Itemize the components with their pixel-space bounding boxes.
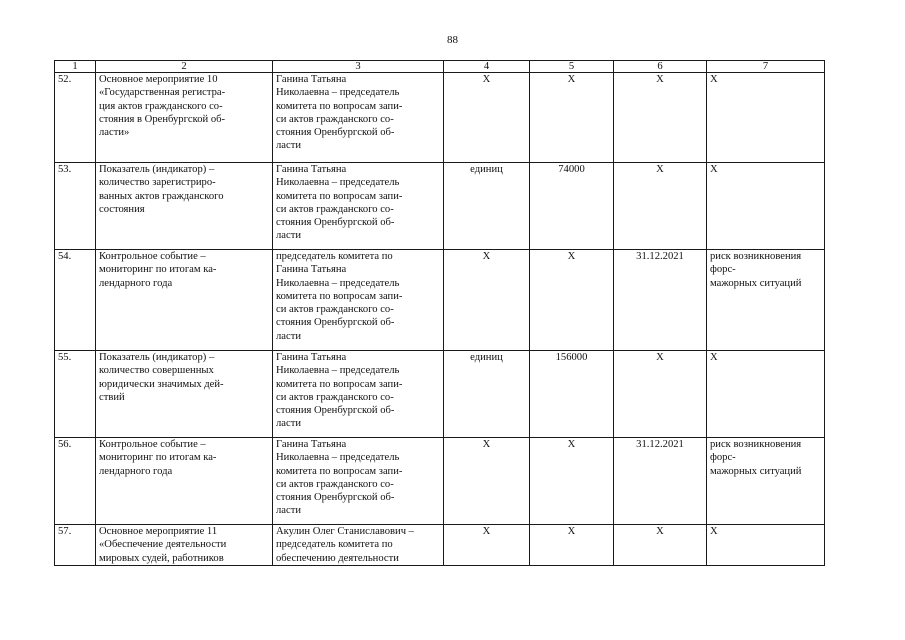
responsible-person: Ганина Татьяна Николаевна – председатель комитета по вопросам запи- си актов гражданского со- стояния Оренбургской об- ласти <box>273 438 444 525</box>
risk-description: Х <box>707 163 825 250</box>
table-row <box>55 163 825 250</box>
responsible-person: председатель комитета по Ганина Татьяна Николаевна – председатель комитета по вопросам запи- си актов гражданского со- стояния Оренбургской об- ласти <box>273 250 444 351</box>
column-header: 3 <box>273 61 444 73</box>
row-number: 53. <box>55 163 96 250</box>
row-number: 57. <box>55 525 96 566</box>
column-header: 2 <box>96 61 273 73</box>
target-value: Х <box>530 438 614 525</box>
row-number: 55. <box>55 351 96 438</box>
responsible-person: Ганина Татьяна Николаевна – председатель комитета по вопросам запи- си актов гражданского со- стояния Оренбургской об- ласти <box>273 73 444 163</box>
due-date: 31.12.2021 <box>614 438 707 525</box>
event-name: Контрольное событие – мониторинг по итогам ка- лендарного года <box>96 250 273 351</box>
due-date: Х <box>614 351 707 438</box>
data-table <box>54 60 825 566</box>
risk-description: риск возникновения форс- мажорных ситуаций <box>707 250 825 351</box>
table-header-row <box>55 61 825 73</box>
risk-description: риск возникновения форс- мажорных ситуаций <box>707 438 825 525</box>
event-name: Основное мероприятие 10 «Государственная регистра- ция актов гражданского со- стояния в Оренбургской об- ласти» <box>96 73 273 163</box>
table-row <box>55 351 825 438</box>
table-row <box>55 250 825 351</box>
event-name: Контрольное событие – мониторинг по итогам ка- лендарного года <box>96 438 273 525</box>
column-header: 1 <box>55 61 96 73</box>
responsible-person: Акулин Олег Станиславович – председатель комитета по обеспечению деятельности <box>273 525 444 566</box>
unit-of-measure: Х <box>444 525 530 566</box>
responsible-person: Ганина Татьяна Николаевна – председатель комитета по вопросам запи- си актов гражданского со- стояния Оренбургской об- ласти <box>273 351 444 438</box>
event-name: Основное мероприятие 11 «Обеспечение деятельности мировых судей, работников <box>96 525 273 566</box>
event-name: Показатель (индикатор) – количество зарегистриро- ванных актов гражданского состояния <box>96 163 273 250</box>
risk-description: Х <box>707 73 825 163</box>
table-row <box>55 525 825 566</box>
unit-of-measure: Х <box>444 250 530 351</box>
event-name: Показатель (индикатор) – количество совершенных юридически значимых дей- ствий <box>96 351 273 438</box>
target-value: 74000 <box>530 163 614 250</box>
risk-description: Х <box>707 351 825 438</box>
column-header: 7 <box>707 61 825 73</box>
column-header: 6 <box>614 61 707 73</box>
due-date: 31.12.2021 <box>614 250 707 351</box>
due-date: Х <box>614 163 707 250</box>
target-value: 156000 <box>530 351 614 438</box>
due-date: Х <box>614 73 707 163</box>
column-header: 4 <box>444 61 530 73</box>
responsible-person: Ганина Татьяна Николаевна – председатель комитета по вопросам запи- си актов гражданского со- стояния Оренбургской об- ласти <box>273 163 444 250</box>
risk-description: Х <box>707 525 825 566</box>
unit-of-measure: Х <box>444 438 530 525</box>
row-number: 56. <box>55 438 96 525</box>
column-header: 5 <box>530 61 614 73</box>
row-number: 52. <box>55 73 96 163</box>
target-value: Х <box>530 73 614 163</box>
unit-of-measure: единиц <box>444 351 530 438</box>
target-value: Х <box>530 525 614 566</box>
unit-of-measure: единиц <box>444 163 530 250</box>
target-value: Х <box>530 250 614 351</box>
row-number: 54. <box>55 250 96 351</box>
unit-of-measure: Х <box>444 73 530 163</box>
due-date: Х <box>614 525 707 566</box>
table-row <box>55 73 825 163</box>
table-row <box>55 438 825 525</box>
page-number: 88 <box>447 34 458 46</box>
